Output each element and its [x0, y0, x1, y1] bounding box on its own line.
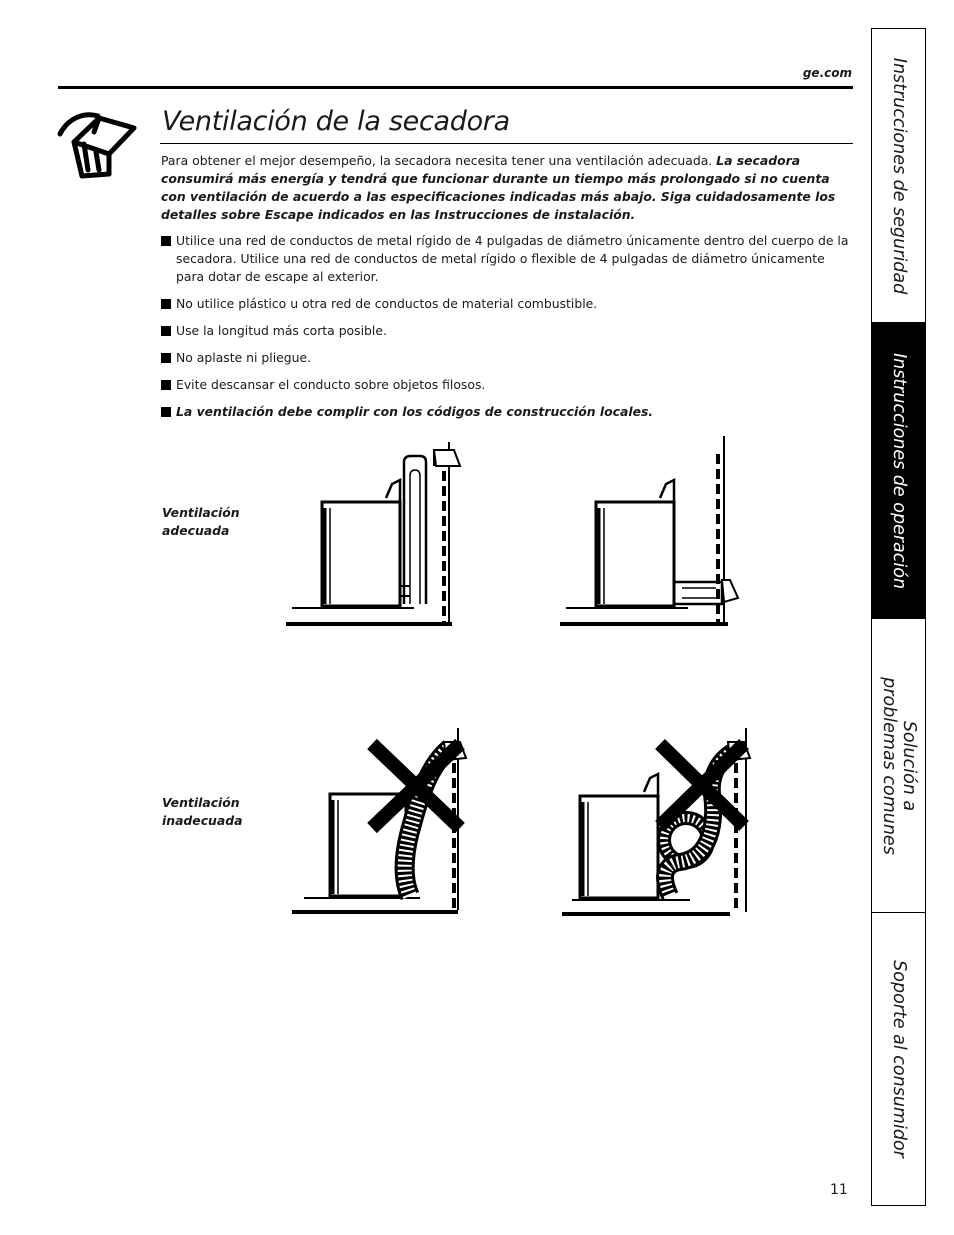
- proper-label-line2: adecuada: [162, 523, 230, 538]
- improper-venting-label: [162, 794, 242, 830]
- improper-vent-coiled-diagram: [560, 724, 756, 920]
- tab-troubleshooting-label: [879, 677, 919, 855]
- page-number: 11: [830, 1182, 848, 1198]
- tab-safety-label: Instrucciones de seguridad: [888, 57, 909, 294]
- header-rule: [58, 86, 853, 89]
- site-url: ge.com: [802, 66, 852, 80]
- list-item: Use la longitud más corta posible.: [161, 322, 853, 340]
- improper-vent-flex-diagram: [290, 724, 474, 918]
- page-title: Ventilación de la secadora: [162, 106, 510, 137]
- tab-operating-instructions[interactable]: [872, 322, 925, 618]
- tab-safety-instructions[interactable]: [872, 29, 925, 322]
- intro-paragraph: [161, 152, 851, 224]
- tab-troubleshooting-line2: problemas comunes: [878, 676, 899, 855]
- tab-operating-label: Instrucciones de operación: [888, 352, 909, 589]
- proper-label-line1: Ventilación: [162, 505, 240, 520]
- tab-troubleshooting[interactable]: [872, 618, 925, 912]
- list-item: No utilice plástico u otra red de conductos de material combustible.: [161, 295, 853, 313]
- title-rule: [160, 143, 853, 144]
- list-item: Evite descansar el conducto sobre objetos filosos.: [161, 376, 853, 394]
- section-tabs: [871, 28, 926, 1206]
- proper-vent-vertical-diagram: [284, 436, 474, 630]
- intro-plain-text: Para obtener el mejor desempeño, la secadora necesita tener una ventilación adecuada.: [161, 153, 717, 168]
- dryer-vent-icon: [54, 104, 144, 184]
- tab-consumer-support-label: Soporte al consumidor: [888, 960, 909, 1158]
- proper-venting-label: [162, 504, 240, 540]
- venting-rules-list: [161, 232, 853, 430]
- list-item: Utilice una red de conductos de metal rígido de 4 pulgadas de diámetro únicamente dentro del cuerpo de la secadora. Utilice una red de conductos de metal rígido o flexible de 4 pulgadas de diámetro únicamente para dotar de escape al exterior.: [161, 232, 853, 286]
- list-item: No aplaste ni pliegue.: [161, 349, 853, 367]
- tab-troubleshooting-line1: Solución a: [898, 720, 919, 811]
- proper-vent-horizontal-diagram: [558, 434, 750, 630]
- list-item-emphasis: La ventilación debe complir con los códigos de construcción locales.: [161, 403, 853, 421]
- intro-bold-text: La secadora consumirá más energía y tendrá que funcionar durante un tiempo más prolongado si no cuenta con ventilación de acuerdo a las especificaciones indicadas más abajo. Siga cuidadosamente los detalles sobre Escape indicados en las Instrucciones de instalación.: [161, 153, 836, 222]
- improper-label-line1: Ventilación: [162, 795, 240, 810]
- tab-consumer-support[interactable]: [872, 912, 925, 1205]
- improper-label-line2: inadecuada: [162, 813, 243, 828]
